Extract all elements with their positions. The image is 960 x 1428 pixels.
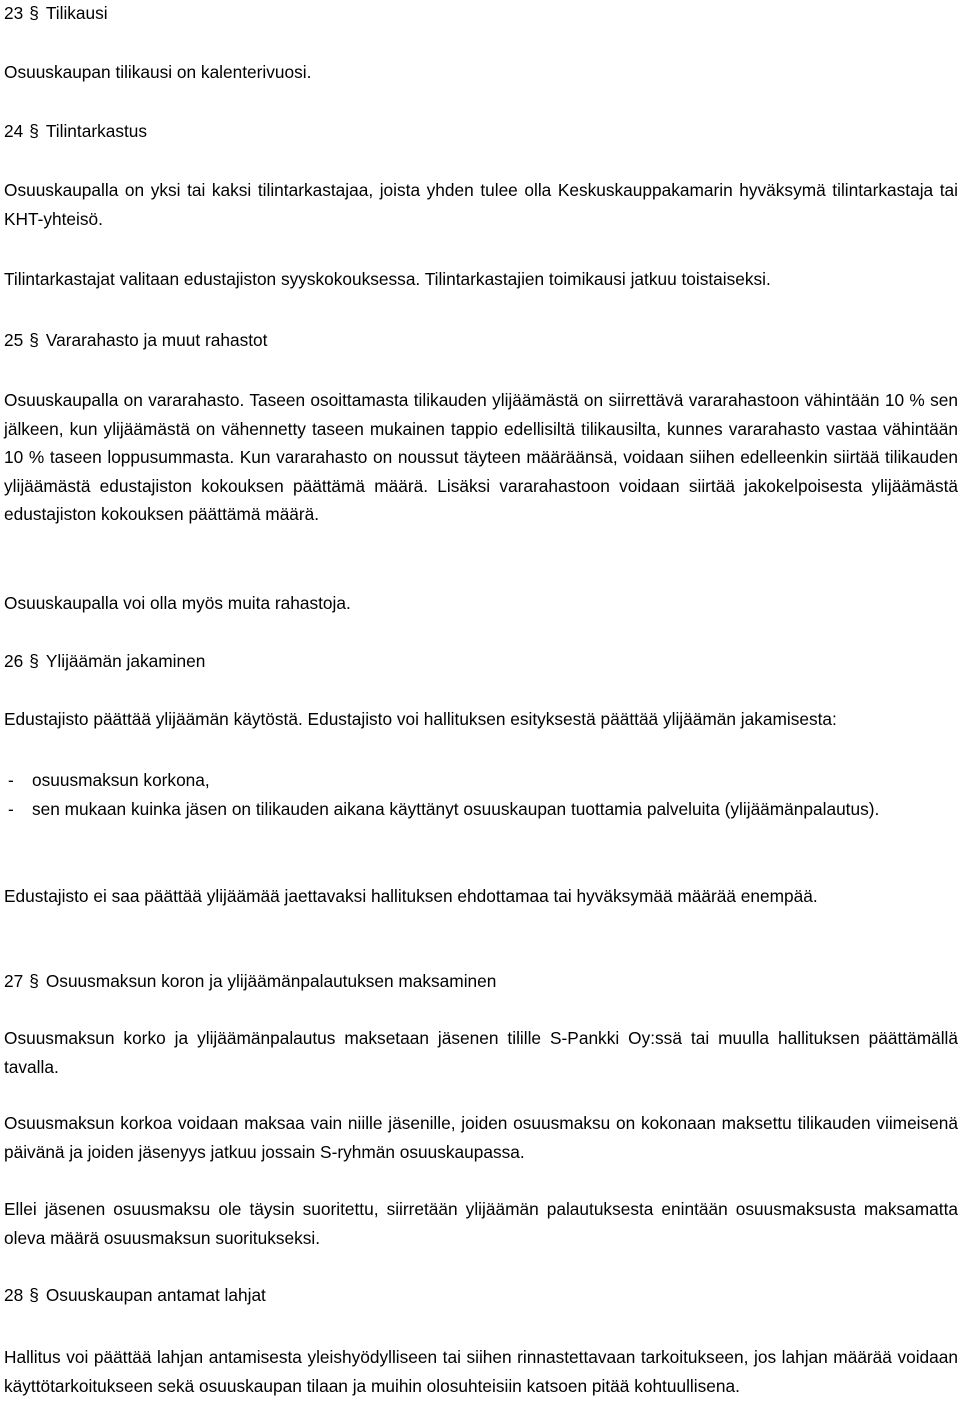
list-dash: - [8, 799, 14, 819]
paragraph-intro: Edustajisto päättää ylijäämän käytöstä. Edustajisto voi hallituksen esityksestä päättää ylijäämän jakamisesta: [4, 709, 837, 729]
paragraph: Hallitus voi päättää lahjan antamisesta yleishyödylliseen tai siihen rinnastettavaan tarkoitukseen, jos lahjan määrää voidaan käyttötarkoitukseen sekä osuuskaupan tilaan ja muihin olosuhteisiin katsoen pitää kohtuullisena. [4, 1347, 958, 1396]
section-heading-26 [4, 647, 958, 676]
section-heading-28 [4, 1281, 958, 1310]
section-number: 28 [4, 1285, 24, 1305]
section-sign: § [29, 330, 39, 350]
paragraph: Osuusmaksun korko ja ylijäämänpalautus maksetaan jäsenen tilille S-Pankki Oy:ssä tai muulla hallituksen päättämällä tavalla. [4, 1028, 958, 1077]
section-heading-25 [4, 326, 958, 355]
section-sign: § [29, 3, 39, 23]
paragraph: Osuuskaupalla on yksi tai kaksi tilintarkastajaa, joista yhden tulee olla Keskuskauppakamarin hyväksymä tilintarkastaja tai KHT-yhteisö. [4, 180, 958, 229]
section-title: Tilintarkastus [45, 121, 148, 141]
paragraph: Ellei jäsenen osuusmaksu ole täysin suoritettu, siirretään ylijäämän palautuksesta enintään osuusmaksusta maksamatta oleva määrä osuusmaksun suoritukseksi. [4, 1199, 958, 1248]
section-number: 23 [4, 3, 24, 23]
list-item-text: osuusmaksun korkona, [32, 770, 210, 790]
paragraph: Osuuskaupalla on vararahasto. Taseen osoittamasta tilikauden ylijäämästä on siirrettävä vararahastoon vähintään 10 % sen jälkeen, kun ylijäämästä on vähennetty taseen mukainen tappio edellisiltä tilikausilta, kunnes vararahasto vastaa vähintään 10 % taseen loppusummasta. Kun vararahasto on noussut täyteen määräänsä, voidaan siihen edelleenkin siirtää tilikauden ylijäämästä edustajiston kokouksen päättämä määrä. Lisäksi vararahastoon voidaan siirtää jakokelpoisesta ylijäämästä edustajiston kokouksen päättämä määrä. [4, 390, 958, 525]
section-heading-23 [4, 0, 958, 28]
section-sign: § [29, 121, 39, 141]
list-item-text: sen mukaan kuinka jäsen on tilikauden aikana käyttänyt osuuskaupan tuottamia palveluita (ylijäämänpalautus). [32, 799, 880, 819]
section-title: Ylijäämän jakaminen [45, 651, 206, 671]
paragraph: Edustajisto ei saa päättää ylijäämää jaettavaksi hallituksen ehdottamaa tai hyväksymää määrää enempää. [4, 886, 818, 906]
paragraph: Osuuskaupan tilikausi on kalenterivuosi. [4, 62, 312, 82]
paragraph: Tilintarkastajat valitaan edustajiston syyskokouksessa. Tilintarkastajien toimikausi jatkuu toistaiseksi. [4, 269, 771, 289]
section-number: 25 [4, 330, 24, 350]
section-sign: § [29, 1285, 39, 1305]
section-sign: § [29, 651, 39, 671]
paragraph: Osuuskaupalla voi olla myös muita rahastoja. [4, 593, 351, 613]
section-number: 26 [4, 651, 24, 671]
section-number: 24 [4, 121, 24, 141]
section-title: Osuusmaksun koron ja ylijäämänpalautuksen maksaminen [45, 971, 497, 991]
section-heading-24 [4, 117, 958, 146]
list-dash: - [8, 770, 14, 790]
section-number: 27 [4, 971, 24, 991]
section-title: Tilikausi [45, 3, 108, 23]
section-heading-27 [4, 967, 958, 996]
section-sign: § [29, 971, 39, 991]
section-title: Vararahasto ja muut rahastot [45, 330, 268, 350]
paragraph: Osuusmaksun korkoa voidaan maksaa vain niille jäsenille, joiden osuusmaksu on kokonaan maksettu tilikauden viimeisenä päivänä ja joiden jäsenyys jatkuu jossain S-ryhmän osuuskaupassa. [4, 1113, 958, 1162]
section-title: Osuuskaupan antamat lahjat [45, 1285, 266, 1305]
